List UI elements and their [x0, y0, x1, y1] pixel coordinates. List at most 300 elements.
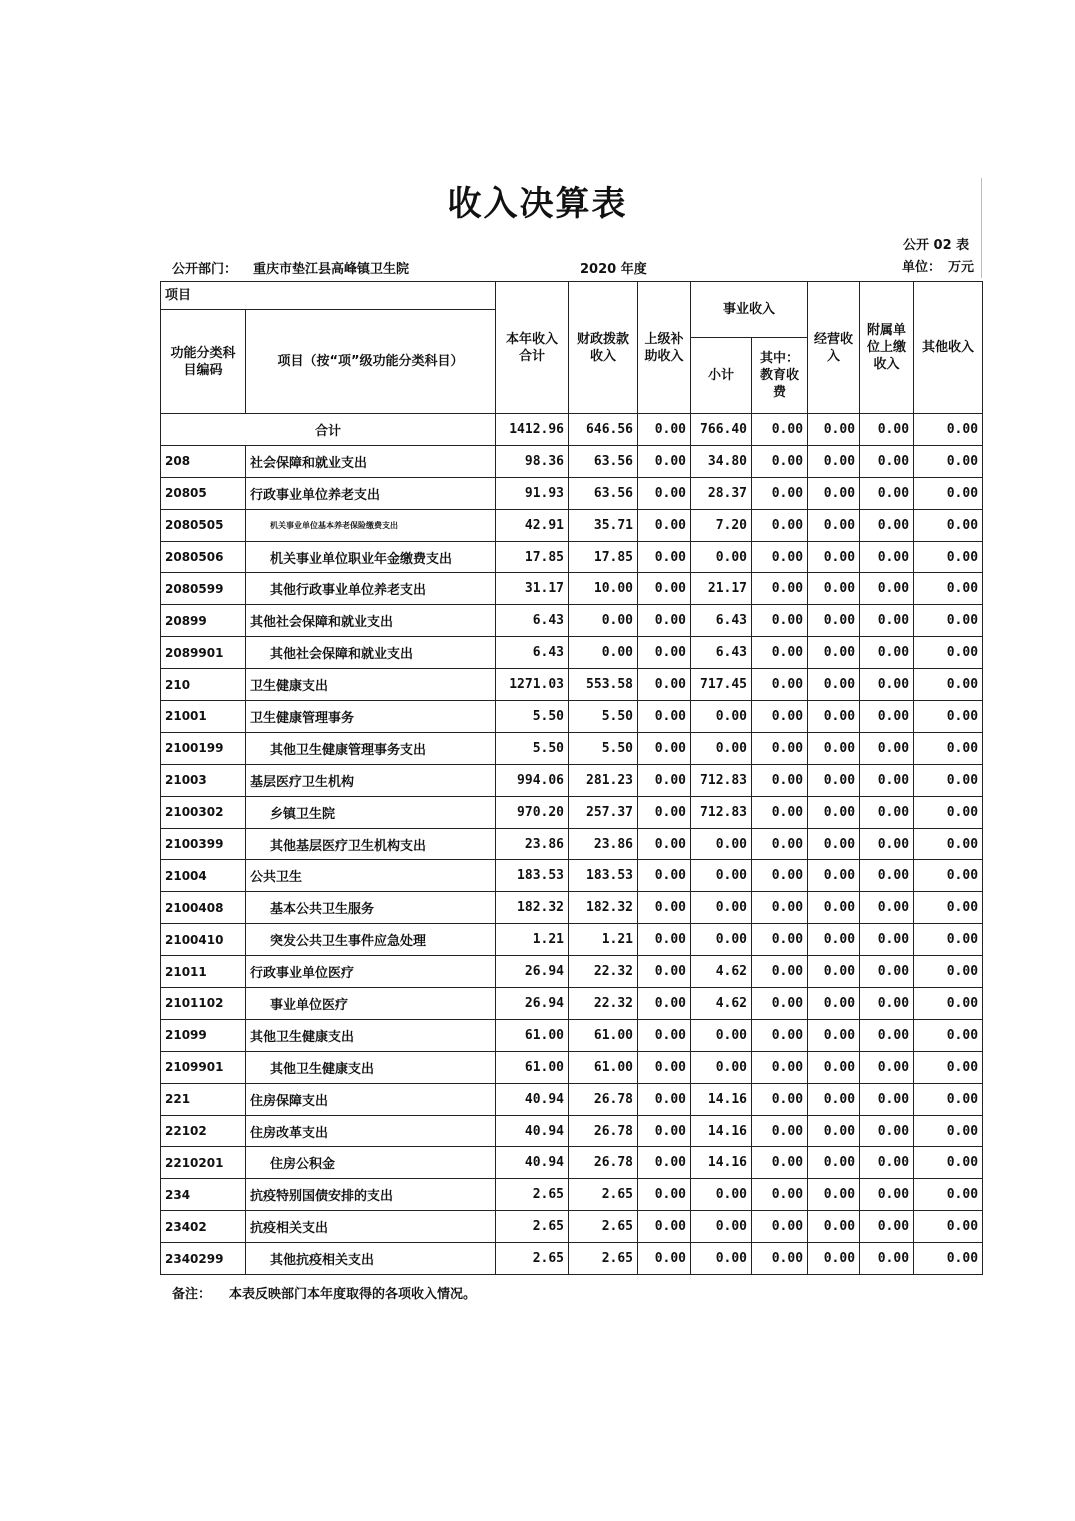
table-row [161, 764, 983, 796]
cell-code: 20899 [161, 605, 246, 637]
cell-affiliated: 0.00 [860, 764, 914, 796]
cell-name: 机关事业单位职业年金缴费支出 [246, 541, 496, 573]
cell-total: 1.21 [496, 924, 569, 956]
cell-fiscal: 553.58 [569, 669, 638, 701]
cell-superior: 0.00 [638, 573, 691, 605]
cell-education: 0.00 [752, 988, 808, 1020]
cell-education: 0.00 [752, 796, 808, 828]
cell-other: 0.00 [914, 892, 983, 924]
header-total: 本年收入合计 [496, 282, 569, 414]
cell-education: 0.00 [752, 605, 808, 637]
cell-education: 0.00 [752, 414, 808, 446]
cell-other: 0.00 [914, 605, 983, 637]
table-row [161, 701, 983, 733]
page-title: 收入决算表 [447, 184, 628, 224]
table-row [161, 669, 983, 701]
cell-code: 2080506 [161, 541, 246, 573]
cell-code: 21004 [161, 860, 246, 892]
cell-subtotal: 0.00 [691, 1051, 752, 1083]
cell-affiliated: 0.00 [860, 796, 914, 828]
cell-other: 0.00 [914, 1147, 983, 1179]
cell-fiscal: 22.32 [569, 956, 638, 988]
header-operating: 经营收入 [808, 282, 860, 414]
cell-total: 970.20 [496, 796, 569, 828]
cell-superior: 0.00 [638, 1211, 691, 1243]
table-row [161, 1211, 983, 1243]
cell-superior: 0.00 [638, 605, 691, 637]
cell-other: 0.00 [914, 1179, 983, 1211]
cell-operating: 0.00 [808, 732, 860, 764]
cell-fiscal: 1.21 [569, 924, 638, 956]
cell-subtotal: 0.00 [691, 828, 752, 860]
header-affiliated: 附属单位上缴收入 [860, 282, 914, 414]
cell-superior: 0.00 [638, 1083, 691, 1115]
cell-subtotal: 0.00 [691, 1179, 752, 1211]
dept-name: 重庆市垫江县高峰镇卫生院 [253, 262, 410, 277]
cell-superior: 0.00 [638, 1147, 691, 1179]
cell-affiliated: 0.00 [860, 860, 914, 892]
cell-total: 42.91 [496, 509, 569, 541]
table-row [161, 1243, 983, 1275]
cell-name: 其他行政事业单位养老支出 [246, 573, 496, 605]
cell-name: 住房改革支出 [246, 1115, 496, 1147]
cell-total: 2.65 [496, 1211, 569, 1243]
cell-total: 5.50 [496, 732, 569, 764]
fiscal-year: 2020 年度 [580, 262, 647, 277]
cell-education: 0.00 [752, 732, 808, 764]
cell-subtotal: 0.00 [691, 1019, 752, 1051]
cell-name: 社会保障和就业支出 [246, 445, 496, 477]
cell-education: 0.00 [752, 1211, 808, 1243]
cell-name: 卫生健康支出 [246, 669, 496, 701]
cell-affiliated: 0.00 [860, 573, 914, 605]
cell-fiscal: 0.00 [569, 637, 638, 669]
cell-name: 卫生健康管理事务 [246, 701, 496, 733]
cell-education: 0.00 [752, 764, 808, 796]
cell-affiliated: 0.00 [860, 1147, 914, 1179]
cell-affiliated: 0.00 [860, 541, 914, 573]
cell-name: 住房公积金 [246, 1147, 496, 1179]
table-row [161, 445, 983, 477]
cell-subtotal: 0.00 [691, 1243, 752, 1275]
cell-education: 0.00 [752, 1051, 808, 1083]
header-name: 项目（按“项”级功能分类科目） [246, 310, 496, 414]
cell-operating: 0.00 [808, 509, 860, 541]
cell-education: 0.00 [752, 669, 808, 701]
cell-fiscal: 2.65 [569, 1179, 638, 1211]
cell-other: 0.00 [914, 541, 983, 573]
header-business: 事业收入 [691, 282, 808, 338]
cell-operating: 0.00 [808, 541, 860, 573]
cell-code: 23402 [161, 1211, 246, 1243]
cell-operating: 0.00 [808, 988, 860, 1020]
cell-code: 21003 [161, 764, 246, 796]
cell-operating: 0.00 [808, 1211, 860, 1243]
cell-affiliated: 0.00 [860, 605, 914, 637]
note-text: 本表反映部门本年度取得的各项收入情况。 [229, 1287, 477, 1302]
total-row [161, 414, 983, 446]
cell-affiliated: 0.00 [860, 637, 914, 669]
cell-operating: 0.00 [808, 956, 860, 988]
cell-code: 2340299 [161, 1243, 246, 1275]
page-edge-line [981, 178, 982, 278]
cell-other: 0.00 [914, 956, 983, 988]
cell-other: 0.00 [914, 1051, 983, 1083]
cell-fiscal: 646.56 [569, 414, 638, 446]
cell-code: 2080505 [161, 509, 246, 541]
cell-code: 2100399 [161, 828, 246, 860]
cell-total: 182.32 [496, 892, 569, 924]
cell-subtotal: 6.43 [691, 637, 752, 669]
cell-operating: 0.00 [808, 477, 860, 509]
cell-total: 1412.96 [496, 414, 569, 446]
cell-total: 61.00 [496, 1051, 569, 1083]
cell-operating: 0.00 [808, 1243, 860, 1275]
cell-other: 0.00 [914, 1083, 983, 1115]
cell-fiscal: 17.85 [569, 541, 638, 573]
cell-superior: 0.00 [638, 732, 691, 764]
cell-subtotal: 766.40 [691, 414, 752, 446]
cell-operating: 0.00 [808, 1051, 860, 1083]
cell-name: 抗疫特别国债安排的支出 [246, 1179, 496, 1211]
cell-other: 0.00 [914, 1019, 983, 1051]
table-row [161, 541, 983, 573]
cell-affiliated: 0.00 [860, 924, 914, 956]
header-subtotal: 小计 [691, 338, 752, 414]
cell-fiscal: 281.23 [569, 764, 638, 796]
cell-fiscal: 35.71 [569, 509, 638, 541]
dept-label: 公开部门： [172, 262, 238, 277]
note-label: 备注： [172, 1287, 212, 1302]
footnote [172, 1283, 476, 1302]
cell-subtotal: 0.00 [691, 541, 752, 573]
cell-other: 0.00 [914, 414, 983, 446]
cell-total: 17.85 [496, 541, 569, 573]
cell-subtotal: 7.20 [691, 509, 752, 541]
cell-operating: 0.00 [808, 1147, 860, 1179]
cell-subtotal: 14.16 [691, 1083, 752, 1115]
cell-other: 0.00 [914, 509, 983, 541]
cell-other: 0.00 [914, 637, 983, 669]
cell-fiscal: 182.32 [569, 892, 638, 924]
cell-fiscal: 5.50 [569, 732, 638, 764]
cell-education: 0.00 [752, 637, 808, 669]
cell-code: 2210201 [161, 1147, 246, 1179]
cell-total: 5.50 [496, 701, 569, 733]
cell-name: 机关事业单位基本养老保险缴费支出 [246, 509, 496, 541]
cell-name: 其他卫生健康支出 [246, 1019, 496, 1051]
table-row [161, 828, 983, 860]
cell-education: 0.00 [752, 1179, 808, 1211]
cell-superior: 0.00 [638, 796, 691, 828]
table-row [161, 988, 983, 1020]
cell-operating: 0.00 [808, 1083, 860, 1115]
cell-superior: 0.00 [638, 414, 691, 446]
cell-operating: 0.00 [808, 637, 860, 669]
header-code: 功能分类科目编码 [161, 310, 246, 414]
cell-name: 其他卫生健康支出 [246, 1051, 496, 1083]
table-row [161, 605, 983, 637]
cell-superior: 0.00 [638, 701, 691, 733]
cell-subtotal: 21.17 [691, 573, 752, 605]
cell-fiscal: 2.65 [569, 1243, 638, 1275]
cell-education: 0.00 [752, 892, 808, 924]
cell-superior: 0.00 [638, 669, 691, 701]
cell-other: 0.00 [914, 573, 983, 605]
cell-operating: 0.00 [808, 892, 860, 924]
cell-superior: 0.00 [638, 509, 691, 541]
cell-operating: 0.00 [808, 701, 860, 733]
cell-other: 0.00 [914, 796, 983, 828]
cell-affiliated: 0.00 [860, 1083, 914, 1115]
unit-label: 单位： [902, 260, 942, 275]
cell-other: 0.00 [914, 732, 983, 764]
cell-fiscal: 10.00 [569, 573, 638, 605]
cell-superior: 0.00 [638, 764, 691, 796]
cell-superior: 0.00 [638, 1179, 691, 1211]
cell-total: 2.65 [496, 1179, 569, 1211]
cell-name: 其他社会保障和就业支出 [246, 605, 496, 637]
cell-fiscal: 22.32 [569, 988, 638, 1020]
cell-code: 2100408 [161, 892, 246, 924]
cell-affiliated: 0.00 [860, 988, 914, 1020]
cell-code: 21001 [161, 701, 246, 733]
cell-subtotal: 717.45 [691, 669, 752, 701]
cell-superior: 0.00 [638, 924, 691, 956]
cell-name: 抗疫相关支出 [246, 1211, 496, 1243]
cell-superior: 0.00 [638, 1115, 691, 1147]
total-label: 合计 [161, 414, 496, 446]
cell-total: 40.94 [496, 1083, 569, 1115]
cell-name: 其他抗疫相关支出 [246, 1243, 496, 1275]
cell-affiliated: 0.00 [860, 956, 914, 988]
table-row [161, 477, 983, 509]
table-row [161, 924, 983, 956]
cell-total: 61.00 [496, 1019, 569, 1051]
cell-fiscal: 26.78 [569, 1115, 638, 1147]
cell-operating: 0.00 [808, 1115, 860, 1147]
cell-fiscal: 26.78 [569, 1147, 638, 1179]
cell-total: 98.36 [496, 445, 569, 477]
cell-other: 0.00 [914, 477, 983, 509]
cell-education: 0.00 [752, 701, 808, 733]
cell-other: 0.00 [914, 764, 983, 796]
cell-affiliated: 0.00 [860, 669, 914, 701]
cell-subtotal: 6.43 [691, 605, 752, 637]
cell-superior: 0.00 [638, 988, 691, 1020]
cell-affiliated: 0.00 [860, 477, 914, 509]
cell-operating: 0.00 [808, 796, 860, 828]
cell-code: 2080599 [161, 573, 246, 605]
cell-affiliated: 0.00 [860, 1211, 914, 1243]
cell-fiscal: 183.53 [569, 860, 638, 892]
cell-name: 行政事业单位医疗 [246, 956, 496, 988]
table-row [161, 732, 983, 764]
cell-name: 事业单位医疗 [246, 988, 496, 1020]
cell-other: 0.00 [914, 828, 983, 860]
cell-education: 0.00 [752, 509, 808, 541]
cell-subtotal: 14.16 [691, 1115, 752, 1147]
cell-other: 0.00 [914, 924, 983, 956]
cell-superior: 0.00 [638, 1019, 691, 1051]
cell-affiliated: 0.00 [860, 1243, 914, 1275]
cell-name: 乡镇卫生院 [246, 796, 496, 828]
unit-value: 万元 [948, 260, 975, 275]
cell-affiliated: 0.00 [860, 414, 914, 446]
income-table [160, 281, 983, 1275]
cell-fiscal: 2.65 [569, 1211, 638, 1243]
table-row [161, 796, 983, 828]
cell-code: 2089901 [161, 637, 246, 669]
cell-superior: 0.00 [638, 637, 691, 669]
cell-code: 2101102 [161, 988, 246, 1020]
cell-fiscal: 61.00 [569, 1019, 638, 1051]
cell-total: 2.65 [496, 1243, 569, 1275]
cell-affiliated: 0.00 [860, 445, 914, 477]
cell-name: 行政事业单位养老支出 [246, 477, 496, 509]
cell-total: 26.94 [496, 956, 569, 988]
form-number: 公开 02 表 [903, 238, 970, 253]
cell-superior: 0.00 [638, 892, 691, 924]
cell-education: 0.00 [752, 860, 808, 892]
cell-other: 0.00 [914, 860, 983, 892]
cell-affiliated: 0.00 [860, 732, 914, 764]
cell-subtotal: 0.00 [691, 732, 752, 764]
cell-fiscal: 0.00 [569, 605, 638, 637]
cell-total: 23.86 [496, 828, 569, 860]
cell-education: 0.00 [752, 573, 808, 605]
cell-fiscal: 23.86 [569, 828, 638, 860]
cell-education: 0.00 [752, 1147, 808, 1179]
header-other: 其他收入 [914, 282, 983, 414]
cell-subtotal: 712.83 [691, 796, 752, 828]
cell-code: 2100302 [161, 796, 246, 828]
cell-operating: 0.00 [808, 1179, 860, 1211]
cell-name: 公共卫生 [246, 860, 496, 892]
cell-fiscal: 61.00 [569, 1051, 638, 1083]
cell-affiliated: 0.00 [860, 892, 914, 924]
cell-affiliated: 0.00 [860, 701, 914, 733]
cell-superior: 0.00 [638, 828, 691, 860]
cell-education: 0.00 [752, 1019, 808, 1051]
cell-superior: 0.00 [638, 1243, 691, 1275]
cell-total: 40.94 [496, 1147, 569, 1179]
cell-education: 0.00 [752, 445, 808, 477]
cell-code: 2100410 [161, 924, 246, 956]
cell-total: 31.17 [496, 573, 569, 605]
cell-total: 6.43 [496, 637, 569, 669]
cell-education: 0.00 [752, 1115, 808, 1147]
cell-total: 91.93 [496, 477, 569, 509]
cell-total: 26.94 [496, 988, 569, 1020]
header-superior: 上级补助收入 [638, 282, 691, 414]
cell-subtotal: 28.37 [691, 477, 752, 509]
cell-subtotal: 0.00 [691, 1211, 752, 1243]
cell-fiscal: 63.56 [569, 445, 638, 477]
cell-fiscal: 5.50 [569, 701, 638, 733]
cell-total: 1271.03 [496, 669, 569, 701]
table-row [161, 509, 983, 541]
cell-education: 0.00 [752, 1243, 808, 1275]
cell-affiliated: 0.00 [860, 509, 914, 541]
cell-superior: 0.00 [638, 445, 691, 477]
cell-subtotal: 4.62 [691, 988, 752, 1020]
cell-other: 0.00 [914, 669, 983, 701]
cell-education: 0.00 [752, 1083, 808, 1115]
cell-subtotal: 0.00 [691, 860, 752, 892]
cell-code: 2100199 [161, 732, 246, 764]
cell-operating: 0.00 [808, 860, 860, 892]
cell-operating: 0.00 [808, 764, 860, 796]
cell-fiscal: 63.56 [569, 477, 638, 509]
cell-subtotal: 34.80 [691, 445, 752, 477]
cell-superior: 0.00 [638, 477, 691, 509]
cell-code: 234 [161, 1179, 246, 1211]
table-row [161, 1051, 983, 1083]
cell-other: 0.00 [914, 1115, 983, 1147]
cell-operating: 0.00 [808, 414, 860, 446]
cell-subtotal: 712.83 [691, 764, 752, 796]
cell-affiliated: 0.00 [860, 1019, 914, 1051]
cell-name: 突发公共卫生事件应急处理 [246, 924, 496, 956]
cell-operating: 0.00 [808, 669, 860, 701]
cell-name: 住房保障支出 [246, 1083, 496, 1115]
table-row [161, 1019, 983, 1051]
cell-affiliated: 0.00 [860, 1179, 914, 1211]
header-project: 项目 [161, 282, 496, 310]
cell-superior: 0.00 [638, 956, 691, 988]
cell-other: 0.00 [914, 1243, 983, 1275]
cell-total: 994.06 [496, 764, 569, 796]
cell-subtotal: 0.00 [691, 924, 752, 956]
cell-total: 6.43 [496, 605, 569, 637]
cell-code: 20805 [161, 477, 246, 509]
cell-other: 0.00 [914, 701, 983, 733]
cell-other: 0.00 [914, 445, 983, 477]
cell-subtotal: 0.00 [691, 892, 752, 924]
cell-operating: 0.00 [808, 445, 860, 477]
cell-code: 210 [161, 669, 246, 701]
table-row [161, 860, 983, 892]
header-education: 其中：教育收费 [752, 338, 808, 414]
cell-education: 0.00 [752, 477, 808, 509]
cell-code: 21011 [161, 956, 246, 988]
cell-name: 其他基层医疗卫生机构支出 [246, 828, 496, 860]
cell-operating: 0.00 [808, 573, 860, 605]
cell-affiliated: 0.00 [860, 1051, 914, 1083]
table-row [161, 1115, 983, 1147]
cell-code: 2109901 [161, 1051, 246, 1083]
cell-code: 208 [161, 445, 246, 477]
cell-operating: 0.00 [808, 605, 860, 637]
cell-fiscal: 257.37 [569, 796, 638, 828]
cell-fiscal: 26.78 [569, 1083, 638, 1115]
cell-operating: 0.00 [808, 924, 860, 956]
cell-code: 22102 [161, 1115, 246, 1147]
cell-education: 0.00 [752, 541, 808, 573]
cell-name: 其他社会保障和就业支出 [246, 637, 496, 669]
cell-operating: 0.00 [808, 828, 860, 860]
cell-subtotal: 0.00 [691, 701, 752, 733]
cell-education: 0.00 [752, 956, 808, 988]
cell-name: 基层医疗卫生机构 [246, 764, 496, 796]
table-row [161, 956, 983, 988]
cell-superior: 0.00 [638, 541, 691, 573]
cell-subtotal: 14.16 [691, 1147, 752, 1179]
cell-operating: 0.00 [808, 1019, 860, 1051]
cell-total: 183.53 [496, 860, 569, 892]
table-row [161, 892, 983, 924]
